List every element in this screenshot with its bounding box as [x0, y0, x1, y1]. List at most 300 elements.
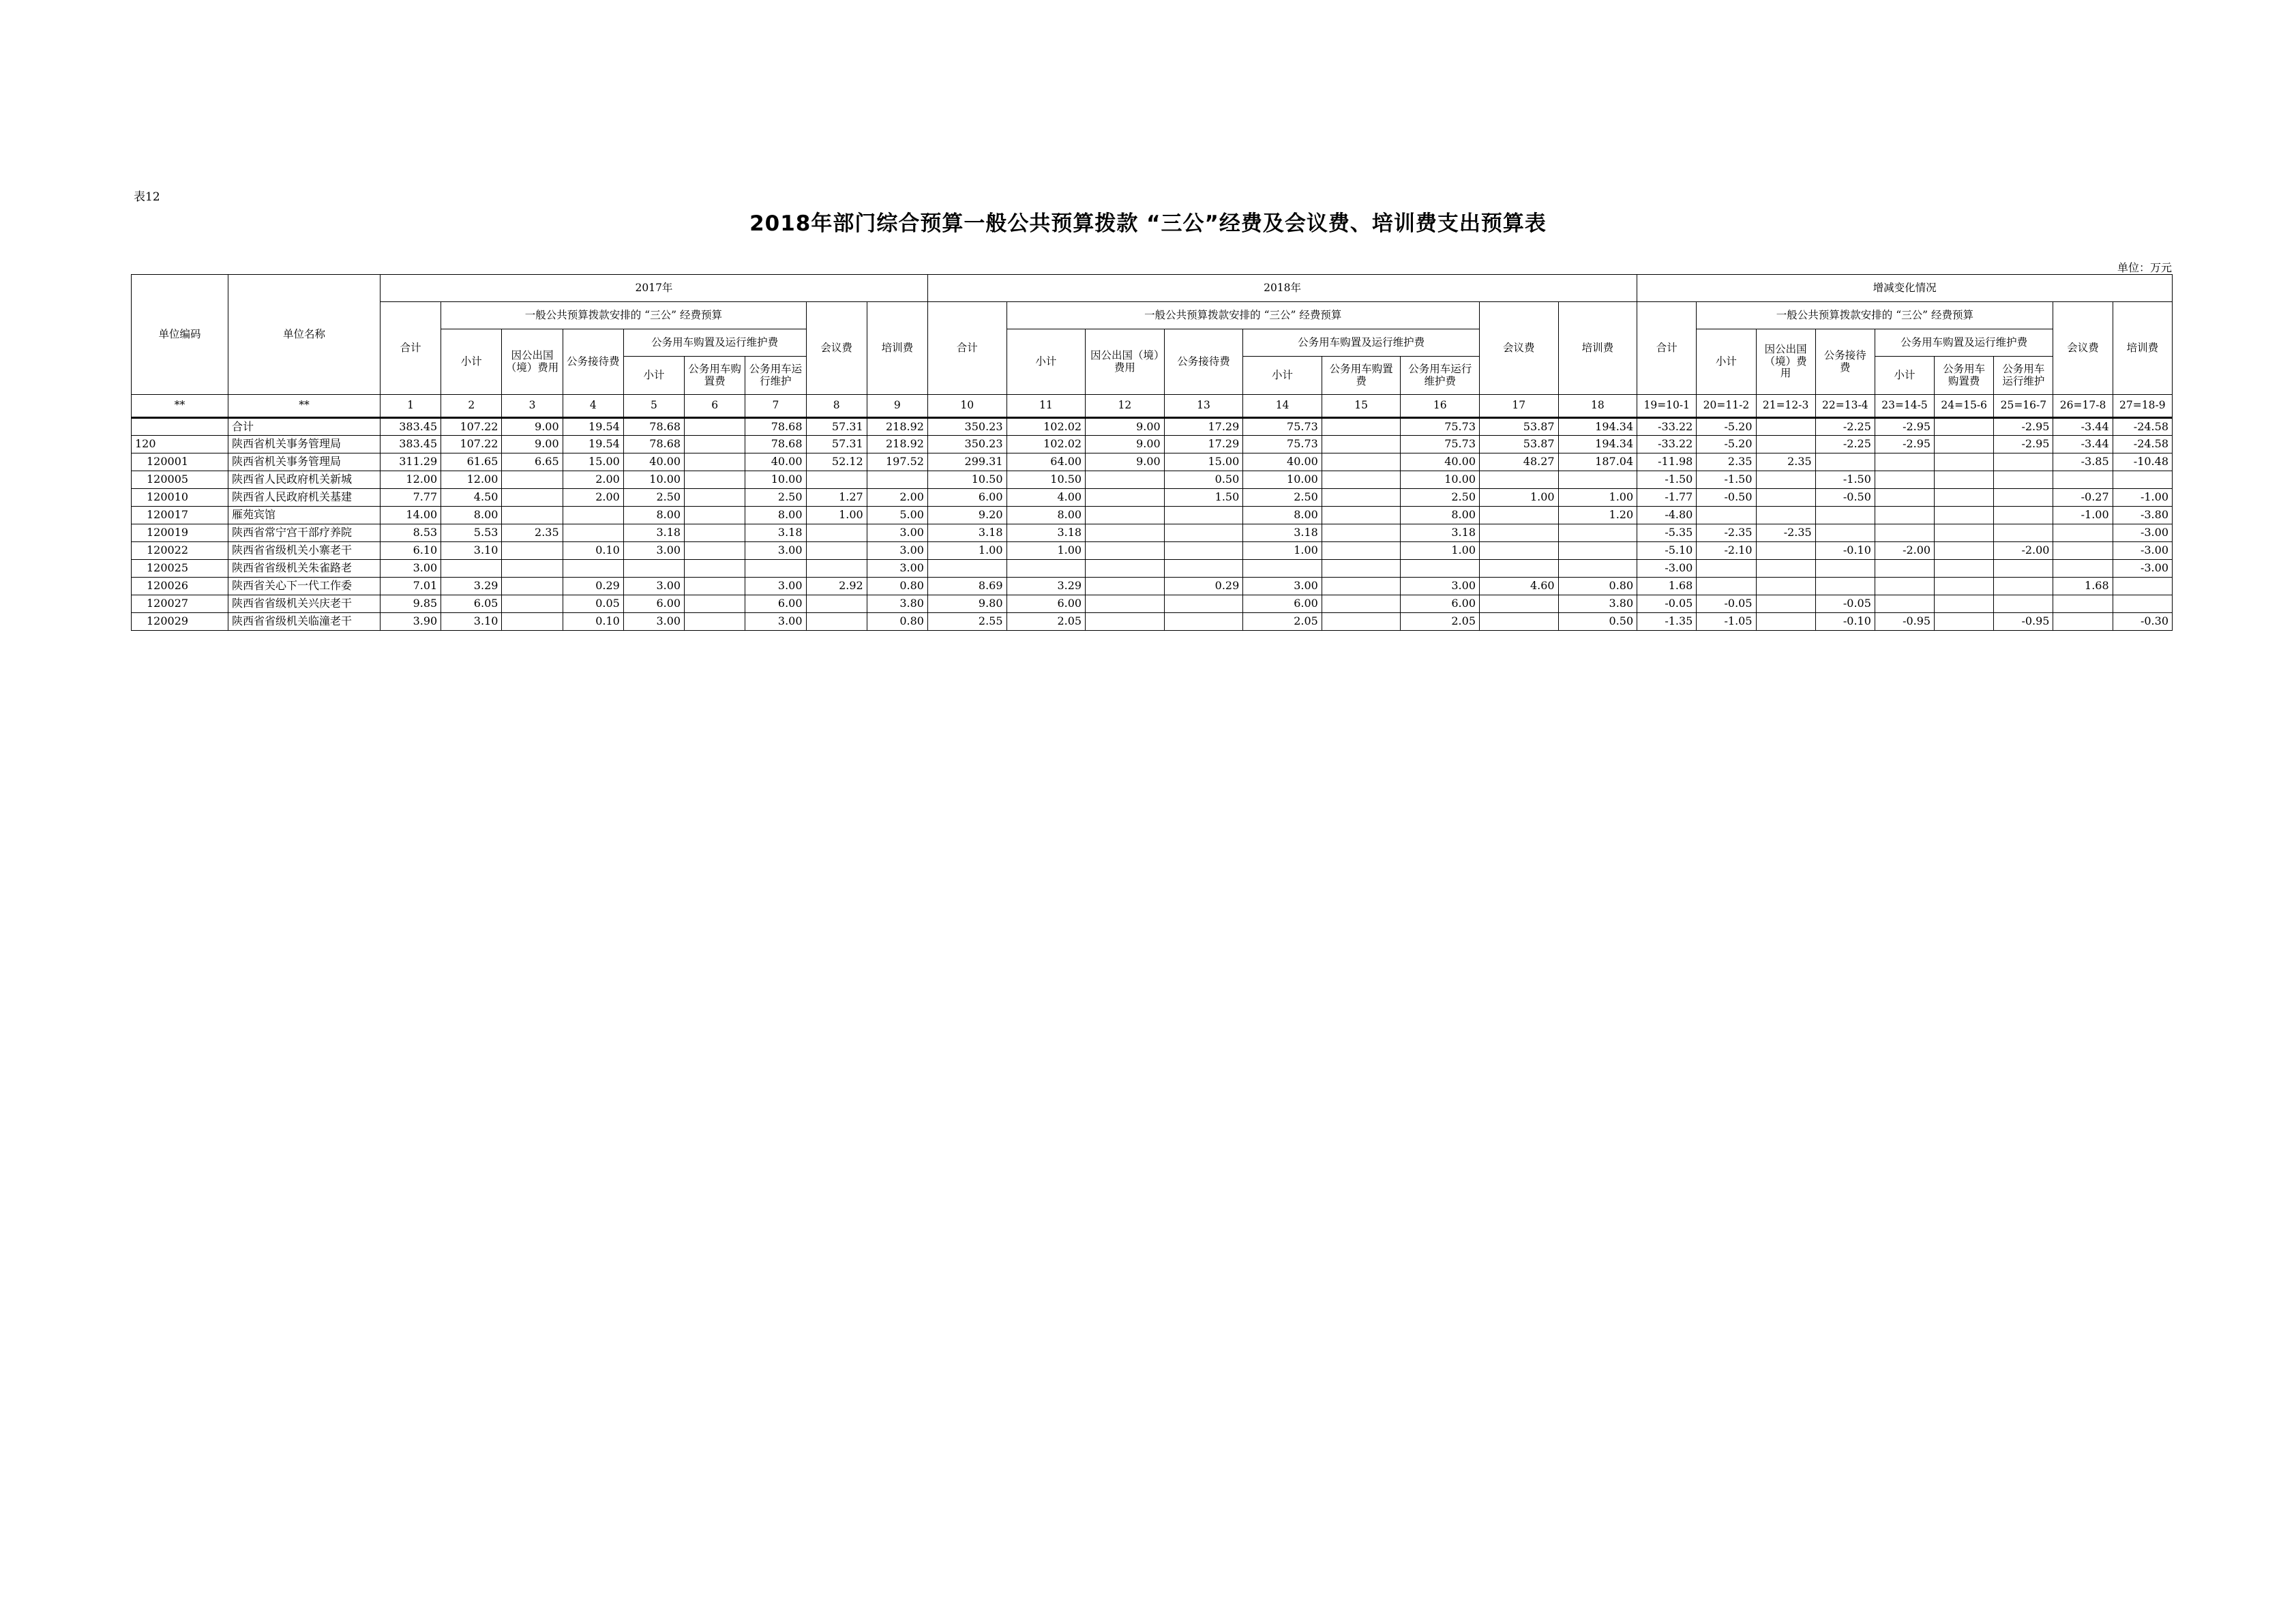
amount-cell: 1.50 — [1164, 489, 1243, 507]
amount-cell: 9.20 — [927, 507, 1007, 524]
amount-cell — [1935, 595, 1994, 613]
amount-cell: 9.00 — [1086, 453, 1165, 471]
table-row — [132, 453, 2173, 471]
header-2017-total: 合计 — [380, 302, 441, 395]
header-change-vehicle-purchase: 公务用车购置费 — [1935, 357, 1994, 395]
table-row — [132, 436, 2173, 453]
amount-cell: 0.80 — [867, 578, 927, 595]
unit-name-cell: 陕西省常宁宫干部疗养院 — [228, 524, 380, 542]
amount-cell — [1935, 453, 1994, 471]
amount-cell — [2053, 560, 2113, 578]
amount-cell — [806, 613, 867, 631]
amount-cell: 218.92 — [867, 436, 927, 453]
column-index-cell: 21=12-3 — [1756, 395, 1815, 418]
header-2017-subtotal: 小计 — [441, 329, 502, 395]
amount-cell — [1164, 524, 1243, 542]
amount-cell — [1086, 560, 1165, 578]
amount-cell — [1322, 560, 1401, 578]
amount-cell: 40.00 — [623, 453, 684, 471]
amount-cell — [1086, 595, 1165, 613]
amount-cell: 1.27 — [806, 489, 867, 507]
amount-cell — [1994, 524, 2053, 542]
amount-cell — [1401, 560, 1480, 578]
amount-cell — [1875, 453, 1934, 471]
amount-cell: 107.22 — [441, 418, 502, 436]
amount-cell: 3.00 — [867, 560, 927, 578]
amount-cell — [1935, 418, 1994, 436]
header-2018-vehicle-subtotal: 小计 — [1243, 357, 1322, 395]
amount-cell — [1815, 524, 1875, 542]
amount-cell: 6.00 — [1243, 595, 1322, 613]
amount-cell — [1875, 595, 1934, 613]
amount-cell: 350.23 — [927, 418, 1007, 436]
column-index-cell: 23=14-5 — [1875, 395, 1934, 418]
amount-cell: 4.50 — [441, 489, 502, 507]
amount-cell: 3.00 — [1401, 578, 1480, 595]
amount-cell: 40.00 — [745, 453, 806, 471]
amount-cell: -1.00 — [2113, 489, 2172, 507]
amount-cell: 17.29 — [1164, 436, 1243, 453]
amount-cell: 12.00 — [380, 471, 441, 489]
amount-cell: 2.00 — [563, 489, 623, 507]
amount-cell — [1086, 507, 1165, 524]
amount-cell: 48.27 — [1480, 453, 1559, 471]
amount-cell: 3.18 — [927, 524, 1007, 542]
amount-cell — [867, 471, 927, 489]
amount-cell — [1164, 613, 1243, 631]
amount-cell: 107.22 — [441, 436, 502, 453]
amount-cell: 75.73 — [1401, 436, 1480, 453]
amount-cell — [1558, 471, 1637, 489]
header-change: 增减变化情况 — [1637, 275, 2173, 302]
amount-cell: 6.00 — [745, 595, 806, 613]
amount-cell — [1007, 560, 1086, 578]
amount-cell: 383.45 — [380, 436, 441, 453]
column-index-cell: 17 — [1480, 395, 1559, 418]
amount-cell — [502, 542, 563, 560]
amount-cell: 9.85 — [380, 595, 441, 613]
amount-cell — [1480, 524, 1559, 542]
unit-name-cell: 陕西省人民政府机关基建 — [228, 489, 380, 507]
amount-cell — [1243, 560, 1322, 578]
amount-cell — [685, 578, 745, 595]
amount-cell: 2.05 — [1007, 613, 1086, 631]
amount-cell: 3.00 — [623, 542, 684, 560]
amount-cell — [2113, 595, 2172, 613]
column-index-cell: 3 — [502, 395, 563, 418]
amount-cell — [1480, 471, 1559, 489]
amount-cell: -3.00 — [2113, 560, 2172, 578]
amount-cell — [1322, 524, 1401, 542]
amount-cell: 3.00 — [867, 524, 927, 542]
amount-cell — [1322, 436, 1401, 453]
amount-cell: -3.44 — [2053, 418, 2113, 436]
unit-code-cell: 120 — [132, 436, 228, 453]
amount-cell: 1.68 — [1637, 578, 1697, 595]
column-index-cell: 8 — [806, 395, 867, 418]
amount-cell — [563, 524, 623, 542]
amount-cell: 8.69 — [927, 578, 1007, 595]
amount-cell — [1322, 507, 1401, 524]
amount-cell: -3.00 — [2113, 524, 2172, 542]
amount-cell — [1164, 507, 1243, 524]
amount-cell — [1756, 471, 1815, 489]
amount-cell: 15.00 — [563, 453, 623, 471]
amount-cell — [2113, 578, 2172, 595]
amount-cell — [1322, 489, 1401, 507]
amount-cell — [1935, 507, 1994, 524]
amount-cell: 6.10 — [380, 542, 441, 560]
amount-cell: 3.29 — [441, 578, 502, 595]
unit-name-cell: 陕西省机关事务管理局 — [228, 436, 380, 453]
amount-cell: 8.00 — [745, 507, 806, 524]
table-row — [132, 578, 2173, 595]
amount-cell — [563, 507, 623, 524]
amount-cell: -2.00 — [1994, 542, 2053, 560]
column-index-row — [132, 395, 2173, 418]
amount-cell: 15.00 — [1164, 453, 1243, 471]
amount-cell: 194.34 — [1558, 436, 1637, 453]
amount-cell: 3.10 — [441, 613, 502, 631]
amount-cell — [1875, 578, 1934, 595]
amount-cell: -2.95 — [1994, 436, 2053, 453]
amount-cell: 2.05 — [1243, 613, 1322, 631]
amount-cell: 7.77 — [380, 489, 441, 507]
amount-cell: -2.35 — [1756, 524, 1815, 542]
unit-code-cell: 120022 — [132, 542, 228, 560]
amount-cell: 2.35 — [502, 524, 563, 542]
amount-cell: 2.92 — [806, 578, 867, 595]
header-2018-subtotal: 小计 — [1007, 329, 1086, 395]
amount-cell — [1480, 560, 1559, 578]
header-2017-reception: 公务接待费 — [563, 329, 623, 395]
header-2018-vehicle: 公务用车购置及运行维护费 — [1243, 329, 1480, 357]
table-row — [132, 560, 2173, 578]
amount-cell: 6.00 — [1007, 595, 1086, 613]
amount-cell — [1164, 542, 1243, 560]
amount-cell — [1480, 542, 1559, 560]
column-index-cell: 10 — [927, 395, 1007, 418]
header-change-vehicle-subtotal: 小计 — [1875, 357, 1934, 395]
amount-cell: 218.92 — [867, 418, 927, 436]
header-2017-training: 培训费 — [867, 302, 927, 395]
amount-cell: 3.00 — [867, 542, 927, 560]
amount-cell: 0.50 — [1164, 471, 1243, 489]
header-unit-code: 单位编码 — [132, 275, 228, 395]
amount-cell: 3.18 — [745, 524, 806, 542]
amount-cell — [502, 595, 563, 613]
amount-cell: -3.44 — [2053, 436, 2113, 453]
amount-cell: -1.50 — [1815, 471, 1875, 489]
unit-code-cell: 120026 — [132, 578, 228, 595]
amount-cell: 53.87 — [1480, 418, 1559, 436]
amount-cell: 3.18 — [1401, 524, 1480, 542]
amount-cell: 9.00 — [502, 436, 563, 453]
amount-cell — [502, 560, 563, 578]
amount-cell: -1.05 — [1697, 613, 1756, 631]
header-2018-training: 培训费 — [1558, 302, 1637, 395]
amount-cell — [502, 578, 563, 595]
amount-cell — [1164, 560, 1243, 578]
page-title: 2018年部门综合预算一般公共预算拨款 “三公”经费及会议费、培训费支出预算表 — [749, 211, 1547, 236]
header-2017-vehicle-purchase: 公务用车购置费 — [685, 357, 745, 395]
header-change-sangong: 一般公共预算拨款安排的 “三公” 经费预算 — [1697, 302, 2053, 329]
amount-cell: 6.00 — [927, 489, 1007, 507]
amount-cell: 10.00 — [1401, 471, 1480, 489]
amount-cell — [1558, 524, 1637, 542]
amount-cell — [1875, 524, 1934, 542]
amount-cell — [685, 436, 745, 453]
amount-cell — [1935, 542, 1994, 560]
amount-cell — [1756, 489, 1815, 507]
amount-cell — [1756, 507, 1815, 524]
amount-cell — [1756, 436, 1815, 453]
amount-cell: 194.34 — [1558, 418, 1637, 436]
amount-cell: -0.95 — [1994, 613, 2053, 631]
table-row — [132, 595, 2173, 613]
amount-cell: -0.27 — [2053, 489, 2113, 507]
amount-cell: 8.00 — [1243, 507, 1322, 524]
amount-cell: 383.45 — [380, 418, 441, 436]
amount-cell: 3.18 — [1243, 524, 1322, 542]
column-index-cell: 19=10-1 — [1637, 395, 1697, 418]
amount-cell — [806, 595, 867, 613]
amount-cell — [685, 471, 745, 489]
amount-cell: -0.50 — [1815, 489, 1875, 507]
amount-cell — [1875, 560, 1934, 578]
header-2017-sangong: 一般公共预算拨款安排的 “三公” 经费预算 — [441, 302, 806, 329]
amount-cell: 1.68 — [2053, 578, 2113, 595]
amount-cell: -2.10 — [1697, 542, 1756, 560]
amount-cell: 75.73 — [1243, 418, 1322, 436]
header-2017-vehicle-subtotal: 小计 — [623, 357, 684, 395]
amount-cell: 3.80 — [867, 595, 927, 613]
table-row — [132, 418, 2173, 436]
amount-cell: 1.00 — [1007, 542, 1086, 560]
amount-cell: 57.31 — [806, 418, 867, 436]
unit-label: 单位：万元 — [2117, 261, 2172, 274]
unit-name-cell: 陕西省机关事务管理局 — [228, 453, 380, 471]
amount-cell: 6.05 — [441, 595, 502, 613]
unit-name-cell: 陕西省人民政府机关新城 — [228, 471, 380, 489]
amount-cell — [1935, 560, 1994, 578]
unit-name-cell: 雁苑宾馆 — [228, 507, 380, 524]
amount-cell: 8.00 — [441, 507, 502, 524]
amount-cell: -24.58 — [2113, 436, 2172, 453]
amount-cell — [1086, 542, 1165, 560]
table-row — [132, 471, 2173, 489]
amount-cell: 40.00 — [1243, 453, 1322, 471]
table-row — [132, 507, 2173, 524]
column-index-cell: ** — [132, 395, 228, 418]
column-index-cell: 20=11-2 — [1697, 395, 1756, 418]
amount-cell: -0.05 — [1815, 595, 1875, 613]
header-change-reception: 公务接待费 — [1815, 329, 1875, 395]
amount-cell: -5.20 — [1697, 418, 1756, 436]
amount-cell: 6.00 — [623, 595, 684, 613]
table-row — [132, 489, 2173, 507]
amount-cell — [1756, 613, 1815, 631]
amount-cell: 8.00 — [1007, 507, 1086, 524]
amount-cell: 3.90 — [380, 613, 441, 631]
amount-cell: -0.95 — [1875, 613, 1934, 631]
amount-cell — [1086, 613, 1165, 631]
amount-cell — [1322, 578, 1401, 595]
unit-code-cell: 120019 — [132, 524, 228, 542]
column-index-cell: 16 — [1401, 395, 1480, 418]
amount-cell: 7.01 — [380, 578, 441, 595]
amount-cell — [1086, 524, 1165, 542]
amount-cell: -5.20 — [1697, 436, 1756, 453]
amount-cell — [2053, 524, 2113, 542]
amount-cell — [502, 613, 563, 631]
amount-cell — [685, 524, 745, 542]
amount-cell: -2.95 — [1994, 418, 2053, 436]
amount-cell: -2.25 — [1815, 418, 1875, 436]
header-2018-vehicle-operation: 公务用车运行维护费 — [1401, 357, 1480, 395]
amount-cell: 78.68 — [745, 436, 806, 453]
header-2018-meeting: 会议费 — [1480, 302, 1559, 395]
amount-cell — [1086, 578, 1165, 595]
amount-cell — [1994, 560, 2053, 578]
amount-cell — [1480, 613, 1559, 631]
column-index-cell: 2 — [441, 395, 502, 418]
table-body — [132, 418, 2173, 631]
amount-cell: 3.00 — [623, 613, 684, 631]
amount-cell: 3.00 — [745, 613, 806, 631]
amount-cell — [1322, 418, 1401, 436]
amount-cell: -5.10 — [1637, 542, 1697, 560]
header-2018-vehicle-purchase: 公务用车购置费 — [1322, 357, 1401, 395]
amount-cell — [685, 507, 745, 524]
amount-cell: 4.00 — [1007, 489, 1086, 507]
amount-cell: -1.00 — [2053, 507, 2113, 524]
unit-name-cell: 陕西省省级机关朱雀路老 — [228, 560, 380, 578]
column-index-cell: 4 — [563, 395, 623, 418]
amount-cell: 9.00 — [502, 418, 563, 436]
amount-cell — [806, 471, 867, 489]
unit-code-cell: 120025 — [132, 560, 228, 578]
header-change-abroad: 因公出国（境）费用 — [1756, 329, 1815, 395]
amount-cell — [1086, 471, 1165, 489]
table-row — [132, 524, 2173, 542]
amount-cell: 2.35 — [1697, 453, 1756, 471]
amount-cell — [1994, 578, 2053, 595]
amount-cell: 19.54 — [563, 436, 623, 453]
amount-cell — [2053, 595, 2113, 613]
amount-cell: 3.29 — [1007, 578, 1086, 595]
amount-cell: 53.87 — [1480, 436, 1559, 453]
amount-cell: 3.18 — [623, 524, 684, 542]
header-2018-sangong: 一般公共预算拨款安排的 “三公” 经费预算 — [1007, 302, 1479, 329]
amount-cell: 3.00 — [745, 542, 806, 560]
amount-cell: 2.50 — [1401, 489, 1480, 507]
amount-cell: 0.50 — [1558, 613, 1637, 631]
unit-code-cell: 120027 — [132, 595, 228, 613]
amount-cell: 61.65 — [441, 453, 502, 471]
amount-cell: 299.31 — [927, 453, 1007, 471]
amount-cell — [806, 542, 867, 560]
column-index-cell: 26=17-8 — [2053, 395, 2113, 418]
header-change-vehicle: 公务用车购置及运行维护费 — [1875, 329, 2053, 357]
amount-cell: 1.00 — [1243, 542, 1322, 560]
amount-cell — [927, 560, 1007, 578]
unit-code-cell: 120001 — [132, 453, 228, 471]
amount-cell: 3.00 — [380, 560, 441, 578]
amount-cell — [1558, 560, 1637, 578]
amount-cell: 1.00 — [927, 542, 1007, 560]
amount-cell — [685, 560, 745, 578]
amount-cell — [2053, 542, 2113, 560]
amount-cell — [745, 560, 806, 578]
amount-cell — [1994, 489, 2053, 507]
amount-cell — [502, 471, 563, 489]
amount-cell — [1935, 613, 1994, 631]
header-change-meeting: 会议费 — [2053, 302, 2113, 395]
amount-cell: -11.98 — [1637, 453, 1697, 471]
amount-cell: 9.80 — [927, 595, 1007, 613]
unit-code-cell: 120005 — [132, 471, 228, 489]
amount-cell: 0.29 — [1164, 578, 1243, 595]
amount-cell — [1875, 489, 1934, 507]
amount-cell: -4.80 — [1637, 507, 1697, 524]
amount-cell: 5.53 — [441, 524, 502, 542]
unit-code-cell: 120017 — [132, 507, 228, 524]
column-index-cell: 27=18-9 — [2113, 395, 2172, 418]
amount-cell: -0.50 — [1697, 489, 1756, 507]
table-header — [132, 275, 2173, 418]
column-index-cell: 1 — [380, 395, 441, 418]
amount-cell: -3.00 — [1637, 560, 1697, 578]
amount-cell: 64.00 — [1007, 453, 1086, 471]
amount-cell — [1994, 595, 2053, 613]
amount-cell: 2.50 — [623, 489, 684, 507]
header-change-total: 合计 — [1637, 302, 1697, 395]
amount-cell — [806, 560, 867, 578]
amount-cell: 311.29 — [380, 453, 441, 471]
amount-cell — [1480, 595, 1559, 613]
amount-cell — [1322, 453, 1401, 471]
amount-cell: 5.00 — [867, 507, 927, 524]
amount-cell: 1.00 — [1480, 489, 1559, 507]
amount-cell — [1875, 507, 1934, 524]
amount-cell — [1697, 578, 1756, 595]
amount-cell: 2.35 — [1756, 453, 1815, 471]
amount-cell: 4.60 — [1480, 578, 1559, 595]
amount-cell: 2.50 — [745, 489, 806, 507]
header-2018-abroad: 因公出国（境）费用 — [1086, 329, 1165, 395]
amount-cell: -33.22 — [1637, 418, 1697, 436]
amount-cell: 2.50 — [1243, 489, 1322, 507]
amount-cell: 78.68 — [623, 436, 684, 453]
amount-cell: 0.80 — [1558, 578, 1637, 595]
amount-cell — [1994, 507, 2053, 524]
amount-cell: -2.25 — [1815, 436, 1875, 453]
unit-name-cell: 陕西省省级机关兴庆老干 — [228, 595, 380, 613]
amount-cell: -24.58 — [2113, 418, 2172, 436]
amount-cell: 9.00 — [1086, 436, 1165, 453]
header-change-training: 培训费 — [2113, 302, 2172, 395]
amount-cell — [1322, 613, 1401, 631]
amount-cell: -2.95 — [1875, 436, 1934, 453]
amount-cell: -0.10 — [1815, 613, 1875, 631]
amount-cell — [1322, 542, 1401, 560]
column-index-cell: 5 — [623, 395, 684, 418]
amount-cell — [1815, 578, 1875, 595]
amount-cell: -1.35 — [1637, 613, 1697, 631]
amount-cell: 78.68 — [623, 418, 684, 436]
amount-cell — [1994, 471, 2053, 489]
